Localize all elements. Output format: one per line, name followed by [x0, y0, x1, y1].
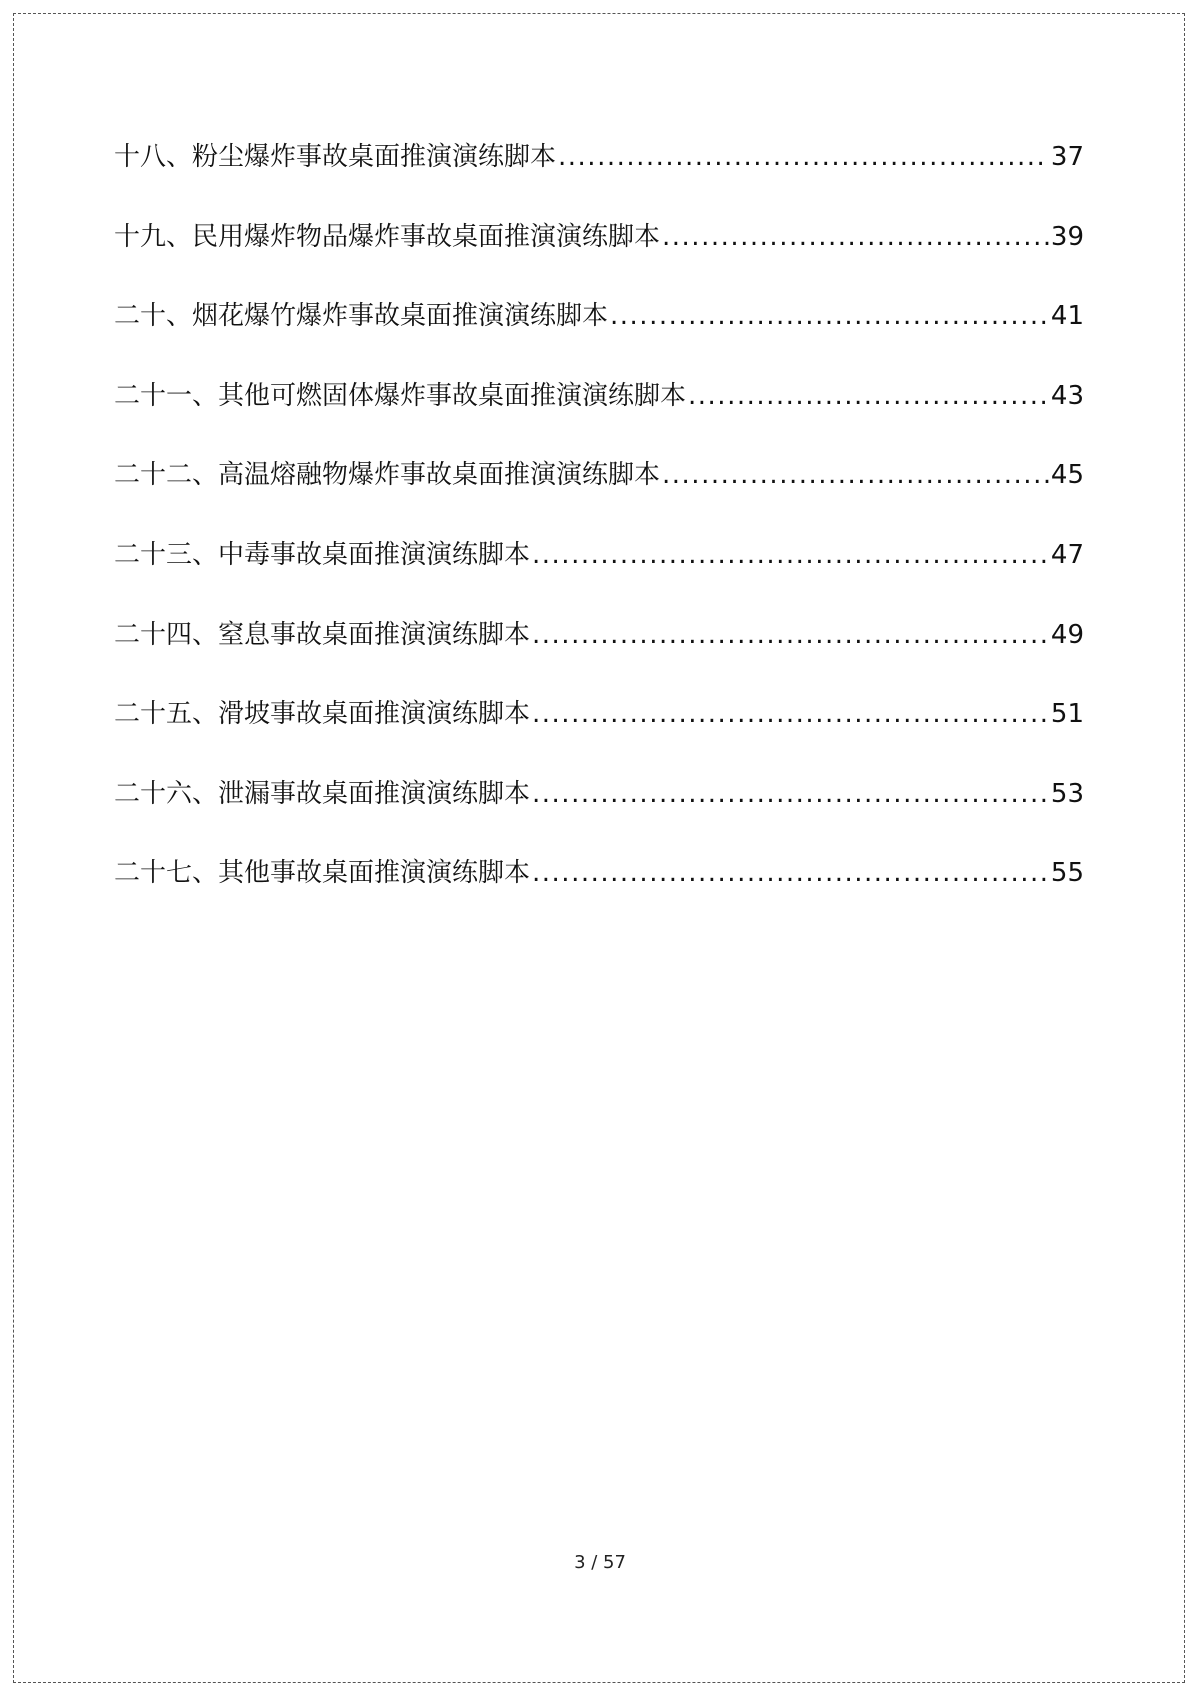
toc-entry[interactable] — [114, 856, 1084, 936]
toc-entry-page: 37 — [1050, 142, 1084, 172]
toc-entry[interactable] — [114, 458, 1084, 538]
toc-entry-title: 十九、民用爆炸物品爆炸事故桌面推演演练脚本 — [114, 221, 661, 252]
toc-entry-page: 51 — [1050, 699, 1084, 730]
toc-entry-title: 二十、烟花爆竹爆炸事故桌面推演演练脚本 — [114, 301, 609, 332]
toc-leader-dots — [532, 538, 1049, 572]
toc-leader-dots — [662, 458, 1049, 492]
toc-leader-dots — [558, 140, 1049, 174]
toc-entry[interactable] — [114, 777, 1084, 857]
toc-entry[interactable] — [114, 697, 1084, 777]
toc-leader-dots — [610, 299, 1049, 333]
toc-leader-dots — [532, 777, 1049, 811]
toc-entry-title: 二十六、泄漏事故桌面推演演练脚本 — [114, 778, 531, 809]
toc-entry-page: 49 — [1050, 619, 1084, 650]
toc-entry-page: 43 — [1050, 380, 1084, 411]
toc-leader-dots — [532, 697, 1049, 731]
toc-leader-dots — [532, 618, 1049, 652]
toc-entry-title: 二十五、滑坡事故桌面推演演练脚本 — [114, 699, 531, 730]
toc-entry-title: 二十二、高温熔融物爆炸事故桌面推演演练脚本 — [114, 460, 661, 491]
toc-entry[interactable] — [114, 299, 1084, 379]
toc-entry-page: 47 — [1050, 539, 1084, 570]
toc-entry-title: 二十一、其他可燃固体爆炸事故桌面推演演练脚本 — [114, 380, 687, 411]
toc-entry[interactable] — [114, 618, 1084, 698]
toc-leader-dots — [688, 379, 1049, 413]
toc-entry-page: 55 — [1050, 858, 1084, 889]
toc-entry-title: 十八、粉尘爆炸事故桌面推演演练脚本 — [114, 142, 557, 172]
toc-entry[interactable] — [114, 220, 1084, 300]
toc-entry[interactable] — [114, 379, 1084, 459]
toc-entry-page: 53 — [1050, 778, 1084, 809]
toc-entry[interactable] — [114, 538, 1084, 618]
toc-entry-title: 二十三、中毒事故桌面推演演练脚本 — [114, 539, 531, 570]
page-indicator: 3 / 57 — [574, 1552, 626, 1573]
toc-entry-page: 41 — [1050, 301, 1084, 332]
toc-leader-dots — [532, 856, 1049, 890]
toc-entry-title: 二十四、窒息事故桌面推演演练脚本 — [114, 619, 531, 650]
toc-leader-dots — [662, 220, 1049, 254]
toc-entry-page: 45 — [1050, 460, 1084, 491]
table-of-contents — [114, 140, 1084, 936]
toc-entry-page: 39 — [1050, 221, 1084, 252]
toc-entry-title: 二十七、其他事故桌面推演演练脚本 — [114, 858, 531, 889]
toc-entry[interactable] — [114, 140, 1084, 220]
